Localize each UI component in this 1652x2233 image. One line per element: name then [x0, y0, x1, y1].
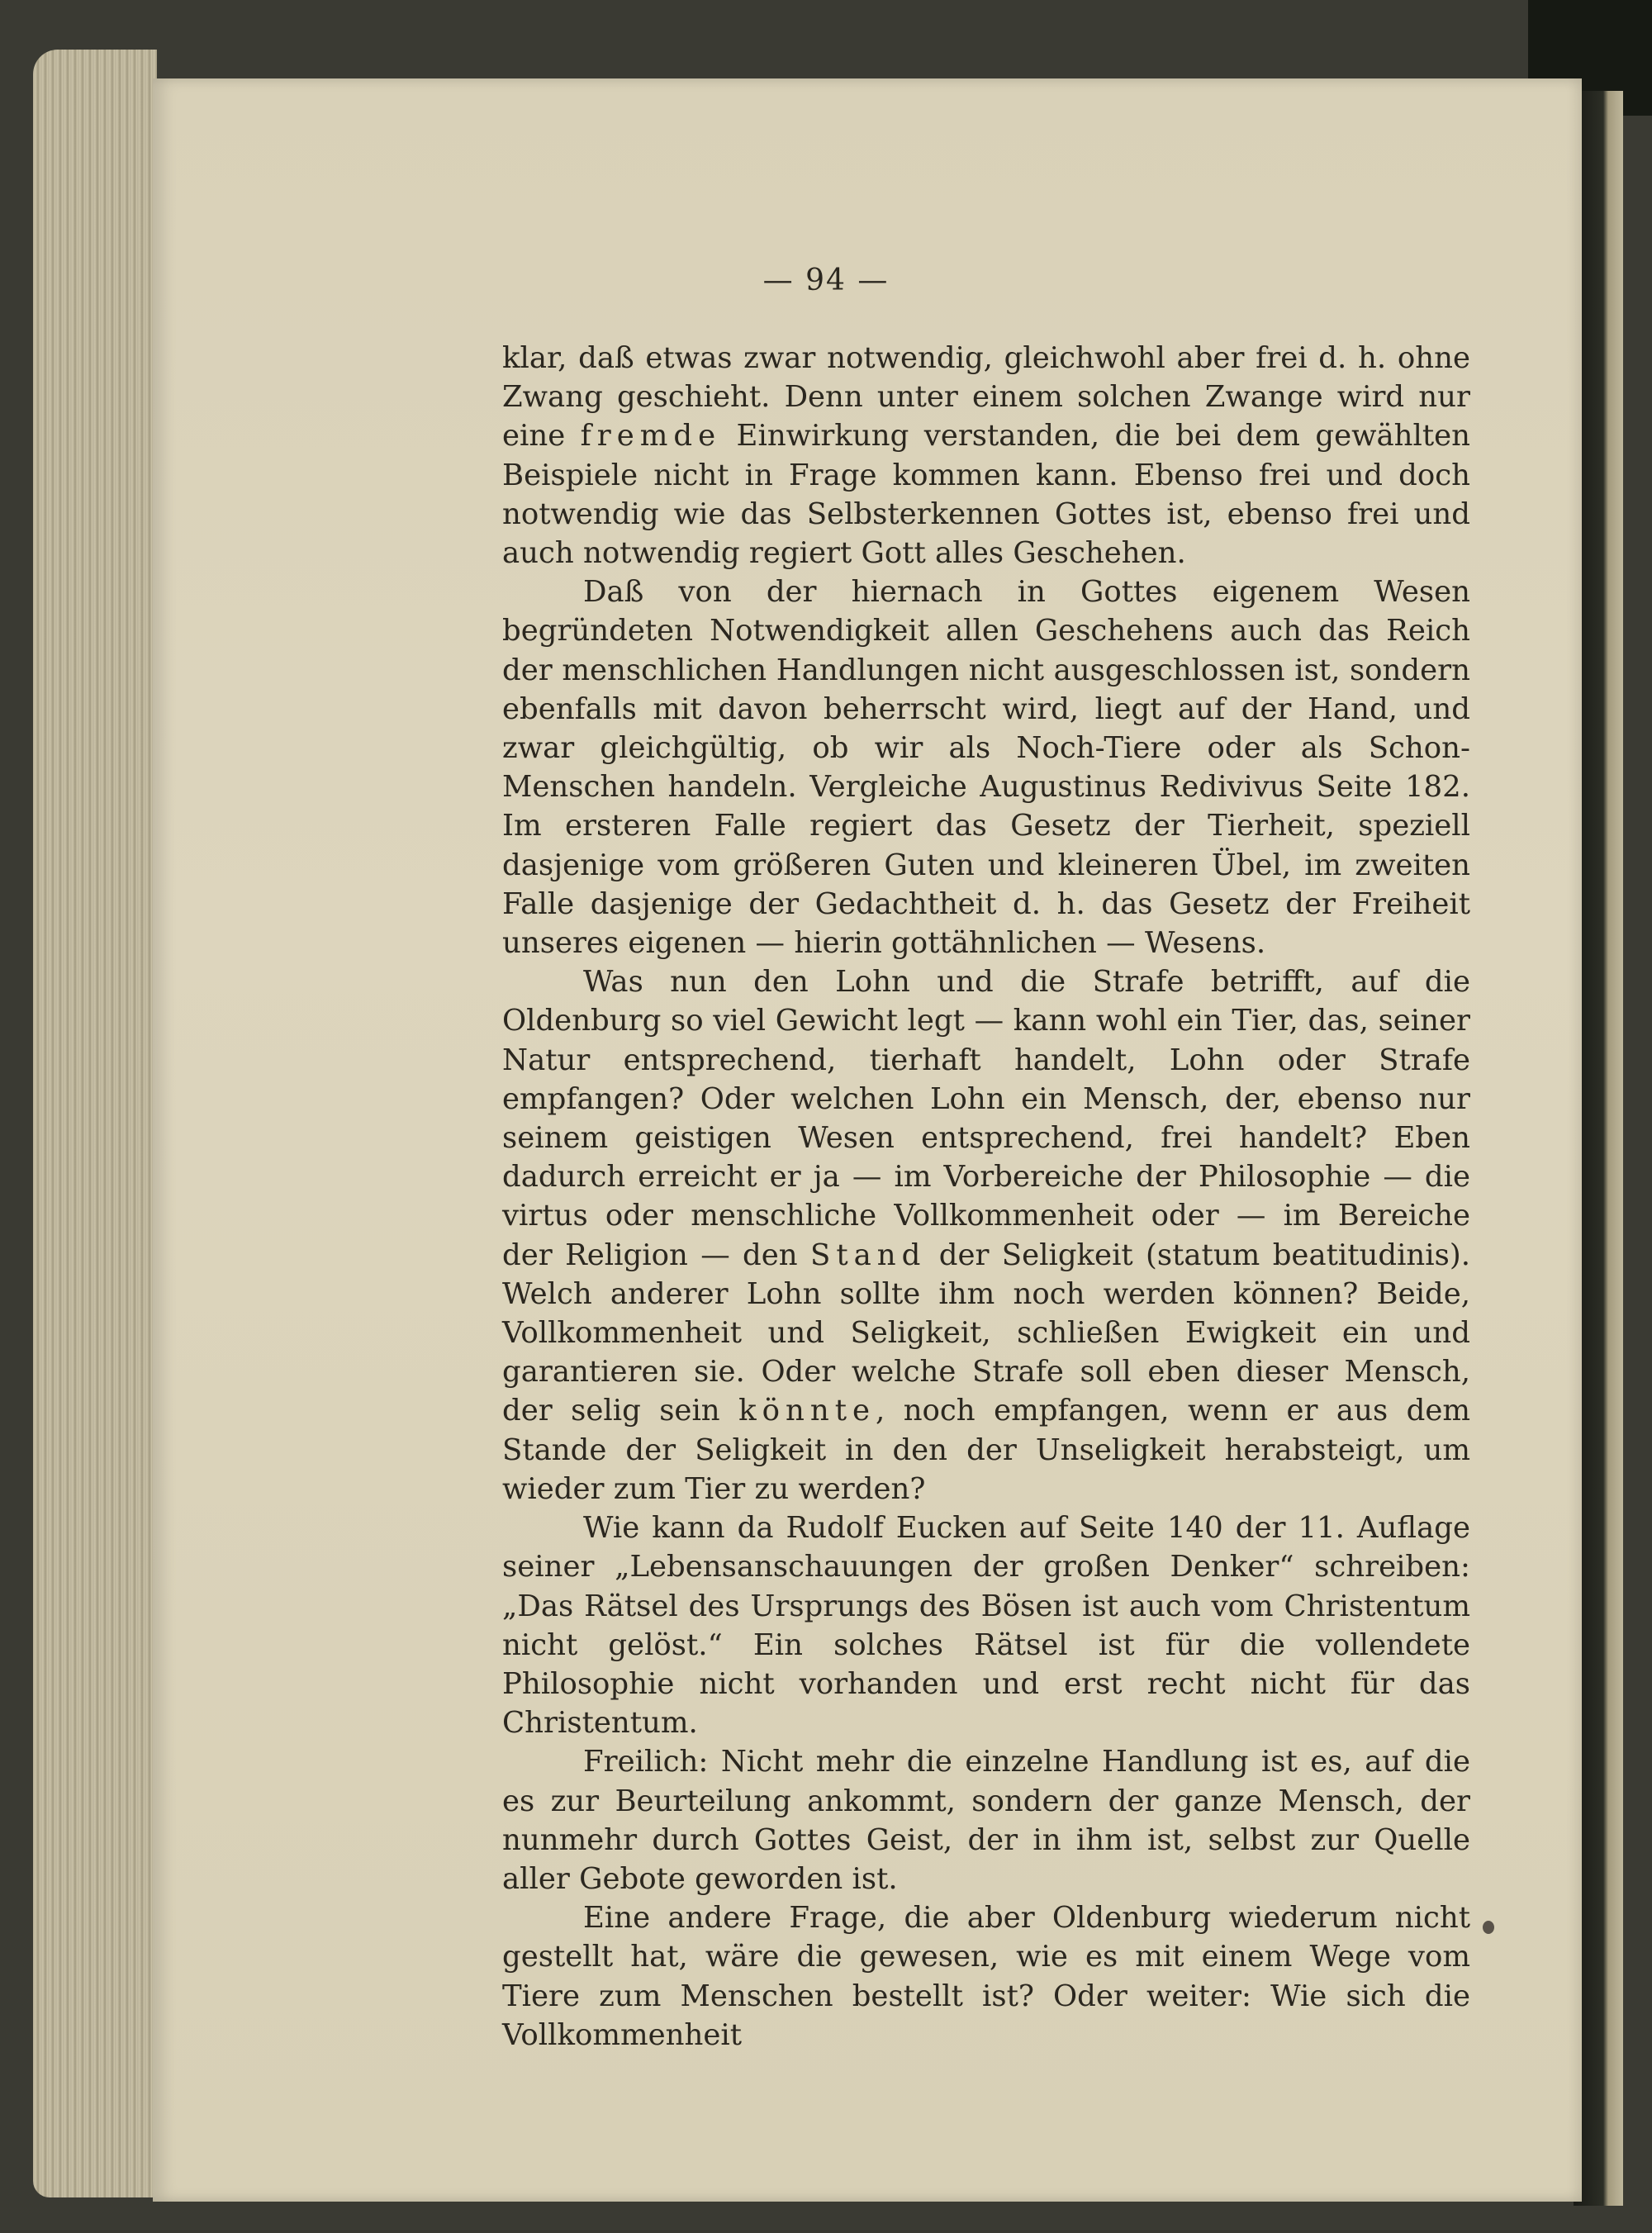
text-run: Eine andere Frage, die aber Oldenburg wiederum nicht gestellt hat, wäre die gewesen, wie es mit einem Wege vom Tiere zum Menschen bestellt ist? Oder weiter: Wie sich die Vollkommenheit: [502, 1901, 1470, 2052]
text-run: Freilich: Nicht mehr die einzelne Handlung ist es, auf die es zur Beurteilung ankommt, sondern der ganze Mensch, der nunmehr durch Gottes Geist, der in ihm ist, selbst zur Quelle aller Gebote geworden ist.: [502, 1745, 1470, 1896]
text-run: Was nun den Lohn und die Strafe betrifft, auf die Oldenburg so viel Gewicht legt — kann wohl ein Tier, das, seiner Natur entsprechend, tierhaft handelt, Lohn oder Strafe empfangen? Oder welchen Lohn ein Mensch, der, ebenso nur seinem geistigen Wesen entsprechend, frei handelt? Eben dadurch erreicht er ja — im Vorbereiche der Philosophie — die virtus oder menschliche Vollkommenheit oder — im Bereiche der Religion — den: [502, 965, 1470, 1272]
emphasized-text: Stand: [810, 1238, 927, 1272]
text-run: Daß von der hiernach in Gottes eigenem Wesen begründeten Notwendigkeit allen Geschehens auch das Reich der menschlichen Handlungen nicht ausgeschlossen ist, sondern ebenfalls mit davon beherrscht wird, liegt auf der Hand, und zwar gleichgültig, ob wir als Noch-Tiere oder als Schon-Menschen handeln. Vergleiche Augustinus Redivivus Seite 182. Im ersteren Falle regiert das Gesetz der Tierheit, speziell dasjenige vom größeren Guten und kleineren Übel, im zweiten Falle dasjenige der Gedachtheit d. h. das Gesetz der Freiheit unseres eigenen — hierin gottähnlichen — Wesens.: [502, 575, 1470, 961]
paragraph: [502, 573, 1470, 962]
text-run: , noch empfangen, wenn er aus dem Stande der Seligkeit in den der Unseligkeit herabsteigt, um wieder zum Tier zu werden?: [502, 1394, 1470, 1506]
page-stack-edge: [33, 50, 157, 2197]
emphasized-text: fremde: [580, 419, 722, 454]
paragraph: [502, 339, 1470, 573]
ink-speck: [1483, 1921, 1494, 1934]
body-text: [502, 339, 1470, 2055]
emphasized-text: könnte: [738, 1394, 876, 1428]
paragraph: [502, 1742, 1470, 1898]
text-run: Einwirkung verstanden, die bei dem gewählten Beispiele nicht in Frage kommen kann. Ebenso frei und doch notwendig wie das Selbsterkennen Gottes ist, ebenso frei und auch notwendig regiert Gott alles Geschehen.: [502, 419, 1470, 571]
text-run: klar, daß etwas zwar notwendig, gleichwohl aber frei d. h. ohne Zwang geschieht. Denn unter einem solchen Zwange wird nur eine: [502, 341, 1470, 454]
page-number: — 94 —: [762, 264, 890, 297]
text-run: der Seligkeit (statum beatitudinis). Welch anderer Lohn sollte ihm noch werden können? Beide, Vollkommenheit und Seligkeit, schließen Ewigkeit ein und garantieren sie. Oder welche Strafe soll eben dieser Mensch, der selig sein: [502, 1238, 1470, 1428]
paragraph: [502, 1898, 1470, 2055]
text-run: Wie kann da Rudolf Eucken auf Seite 140 der 11. Auflage seiner „Lebensanschauungen der großen Denker“ schreiben: „Das Rätsel des Ursprungs des Bösen ist auch vom Christentum nicht gelöst.“ Ein solches Rätsel ist für die vollendete Philosophie nicht vorhanden und erst recht nicht für das Christentum.: [502, 1511, 1470, 1741]
paragraph: [502, 962, 1470, 1508]
paragraph: [502, 1508, 1470, 1742]
